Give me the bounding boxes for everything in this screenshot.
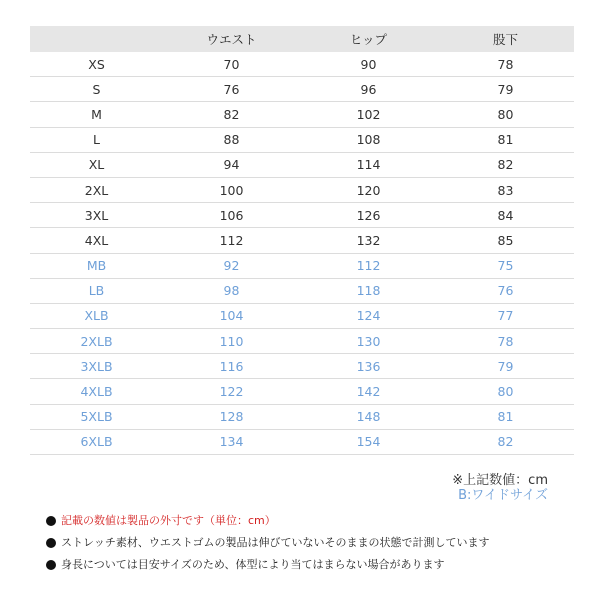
bullet-icon xyxy=(46,560,56,570)
table-row xyxy=(30,329,574,354)
inseam-cell: 77 xyxy=(437,303,574,328)
wide-size-note: B:ワイドサイズ xyxy=(458,488,548,503)
inseam-cell: 82 xyxy=(437,429,574,454)
table-row xyxy=(30,379,574,404)
inseam-cell: 82 xyxy=(437,152,574,177)
note-text: 記載の数値は製品の外寸です（単位：cm） xyxy=(61,514,276,527)
note-text: ストレッチ素材、ウエストゴムの製品は伸びていないそのままの状態で計測しています xyxy=(61,536,490,549)
waist-cell: 98 xyxy=(163,278,300,303)
waist-cell: 88 xyxy=(163,127,300,152)
waist-cell: 106 xyxy=(163,203,300,228)
note-item xyxy=(46,510,489,532)
waist-cell: 82 xyxy=(163,102,300,127)
table-row xyxy=(30,77,574,102)
hip-cell: 130 xyxy=(300,329,437,354)
hip-cell: 102 xyxy=(300,102,437,127)
waist-cell: 94 xyxy=(163,152,300,177)
waist-cell: 112 xyxy=(163,228,300,253)
bullet-icon xyxy=(46,538,56,548)
inseam-cell: 81 xyxy=(437,127,574,152)
note-item xyxy=(46,554,489,576)
inseam-cell: 80 xyxy=(437,102,574,127)
size-cell: XS xyxy=(30,52,163,77)
waist-cell: 70 xyxy=(163,52,300,77)
table-row xyxy=(30,429,574,454)
table-row xyxy=(30,152,574,177)
size-cell: 4XL xyxy=(30,228,163,253)
header-inseam: 股下 xyxy=(437,26,574,52)
waist-cell: 116 xyxy=(163,354,300,379)
table-row xyxy=(30,127,574,152)
table-row xyxy=(30,177,574,202)
size-table xyxy=(30,26,574,455)
waist-cell: 128 xyxy=(163,404,300,429)
size-cell: XL xyxy=(30,152,163,177)
table-row xyxy=(30,354,574,379)
hip-cell: 114 xyxy=(300,152,437,177)
size-cell: S xyxy=(30,77,163,102)
inseam-cell: 76 xyxy=(437,278,574,303)
hip-cell: 142 xyxy=(300,379,437,404)
size-cell: 6XLB xyxy=(30,429,163,454)
table-row xyxy=(30,404,574,429)
bullet-icon xyxy=(46,516,56,526)
note-text: 身長については目安サイズのため、体型により当てはまらない場合があります xyxy=(61,558,445,571)
inseam-cell: 81 xyxy=(437,404,574,429)
table-header-row xyxy=(30,26,574,52)
notes-list xyxy=(46,510,489,576)
hip-cell: 132 xyxy=(300,228,437,253)
table-row xyxy=(30,303,574,328)
inseam-cell: 79 xyxy=(437,77,574,102)
inseam-cell: 78 xyxy=(437,52,574,77)
hip-cell: 154 xyxy=(300,429,437,454)
inseam-cell: 78 xyxy=(437,329,574,354)
inseam-cell: 80 xyxy=(437,379,574,404)
table-row xyxy=(30,102,574,127)
hip-cell: 120 xyxy=(300,177,437,202)
hip-cell: 126 xyxy=(300,203,437,228)
size-cell: LB xyxy=(30,278,163,303)
table-body xyxy=(30,52,574,455)
hip-cell: 136 xyxy=(300,354,437,379)
header-size xyxy=(30,26,163,52)
table-row xyxy=(30,52,574,77)
hip-cell: 148 xyxy=(300,404,437,429)
size-cell: 3XLB xyxy=(30,354,163,379)
unit-note xyxy=(452,473,548,503)
hip-cell: 108 xyxy=(300,127,437,152)
waist-cell: 76 xyxy=(163,77,300,102)
table-row xyxy=(30,278,574,303)
size-cell: XLB xyxy=(30,303,163,328)
waist-cell: 104 xyxy=(163,303,300,328)
hip-cell: 118 xyxy=(300,278,437,303)
size-cell: 5XLB xyxy=(30,404,163,429)
inseam-cell: 85 xyxy=(437,228,574,253)
waist-cell: 100 xyxy=(163,177,300,202)
waist-cell: 110 xyxy=(163,329,300,354)
inseam-cell: 79 xyxy=(437,354,574,379)
hip-cell: 90 xyxy=(300,52,437,77)
table-row xyxy=(30,203,574,228)
size-cell: 2XL xyxy=(30,177,163,202)
note-item xyxy=(46,532,489,554)
hip-cell: 124 xyxy=(300,303,437,328)
size-cell: L xyxy=(30,127,163,152)
table-row xyxy=(30,228,574,253)
size-cell: M xyxy=(30,102,163,127)
inseam-cell: 83 xyxy=(437,177,574,202)
size-cell: 3XL xyxy=(30,203,163,228)
hip-cell: 112 xyxy=(300,253,437,278)
size-cell: 2XLB xyxy=(30,329,163,354)
inseam-cell: 84 xyxy=(437,203,574,228)
size-cell: MB xyxy=(30,253,163,278)
header-waist: ウエスト xyxy=(163,26,300,52)
size-cell: 4XLB xyxy=(30,379,163,404)
waist-cell: 122 xyxy=(163,379,300,404)
header-hip: ヒップ xyxy=(300,26,437,52)
table-row xyxy=(30,253,574,278)
waist-cell: 92 xyxy=(163,253,300,278)
unit-note-line: ※上記数値：cm xyxy=(452,473,548,488)
hip-cell: 96 xyxy=(300,77,437,102)
waist-cell: 134 xyxy=(163,429,300,454)
inseam-cell: 75 xyxy=(437,253,574,278)
